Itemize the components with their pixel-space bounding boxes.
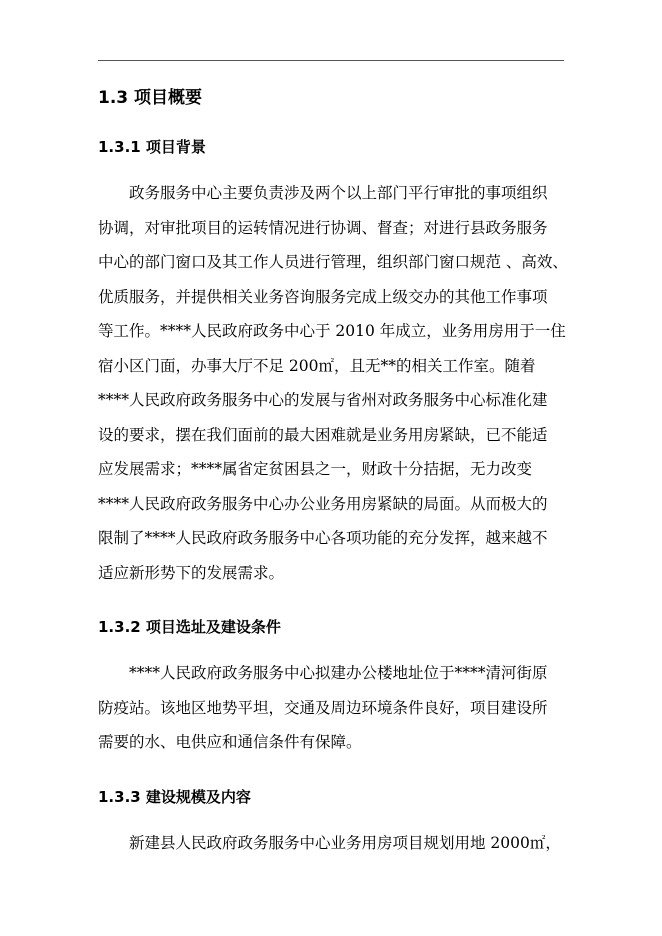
text-line: 宿小区门面，办事大厅不足 200㎡，且无**的相关工作室。随着 bbox=[98, 356, 536, 375]
text-line: ****人民政府政务服务中心的发展与省州对政务服务中心标准化建 bbox=[98, 391, 548, 409]
subsection-heading-scale: 1.3.3 建设规模及内容 bbox=[98, 788, 251, 806]
paragraph-site bbox=[98, 656, 564, 760]
paragraph-background bbox=[98, 176, 568, 590]
text-line: 适应新形势下的发展需求。 bbox=[98, 563, 285, 582]
text-line: 应发展需求；****属省定贫困县之一，财政十分拮据，无力改变 bbox=[98, 460, 533, 478]
text-line: 等工作。****人民政府政务中心于 2010 年成立，业务用房用于一住 bbox=[98, 322, 566, 340]
text-line: 协调，对审批项目的运转情况进行协调、督查；对进行县政务服务 bbox=[98, 218, 548, 237]
text-line: 限制了****人民政府政务服务中心各项功能的充分发挥，越来越不 bbox=[98, 529, 548, 547]
subsection-heading-site: 1.3.2 项目选址及建设条件 bbox=[98, 618, 281, 636]
text-line: 优质服务，并提供相关业务咨询服务完成上级交办的其他工作事项 bbox=[98, 287, 548, 306]
text-line: 防疫站。该地区地势平坦，交通及周边环境条件良好，项目建设所 bbox=[98, 698, 548, 717]
text-line: 新建县人民政府政务服务中心业务用房项目规划用地 2000㎡， bbox=[129, 834, 561, 852]
text-line: ****人民政府政务服务中心办公业务用房紧缺的局面。从而极大的 bbox=[98, 494, 548, 513]
text-line: 设的要求，摆在我们面前的最大困难就是业务用房紧缺，已不能适 bbox=[98, 425, 548, 444]
header-rule bbox=[98, 60, 564, 61]
text-line: 政务服务中心主要负责涉及两个以上部门平行审批的事项组织 bbox=[129, 184, 548, 202]
subsection-heading-background: 1.3.1 项目背景 bbox=[98, 138, 206, 156]
text-line: ****人民政府政务服务中心拟建办公楼地址位于****清河街原 bbox=[129, 664, 548, 682]
text-line: 中心的部门窗口及其工作人员进行管理，组织部门窗口规范 、高效、 bbox=[98, 253, 568, 271]
paragraph-scale bbox=[98, 826, 564, 861]
text-line: 需要的水、电供应和通信条件有保障。 bbox=[98, 733, 362, 751]
section-heading: 1.3 项目概要 bbox=[98, 88, 203, 108]
